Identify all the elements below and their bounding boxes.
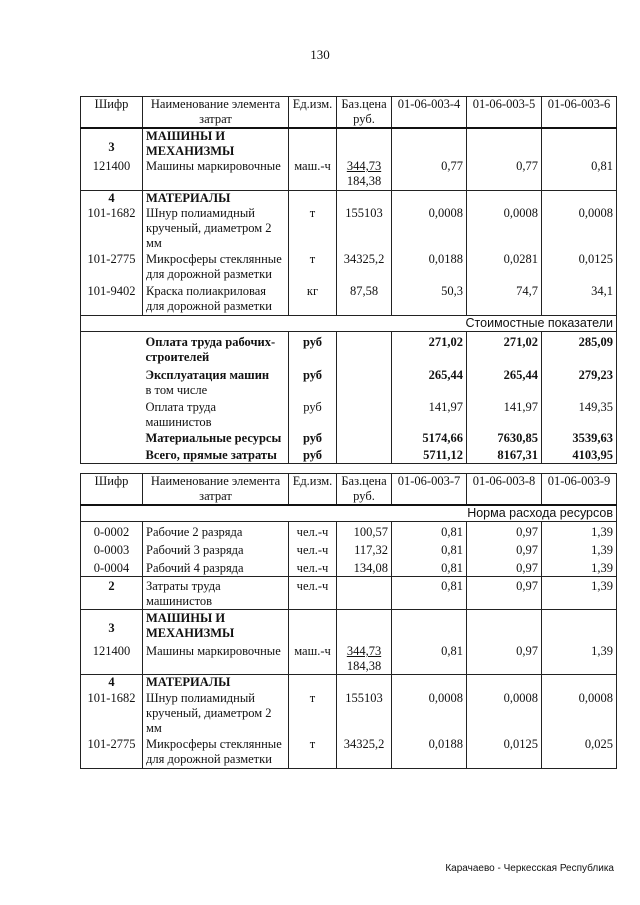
row-value-3: 0,81 xyxy=(542,159,617,190)
section-title: МАШИНЫ И МЕХАНИЗМЫ xyxy=(143,128,289,159)
row-unit: чел.-ч xyxy=(289,522,337,541)
table-header-row xyxy=(81,474,617,506)
row-value-1: 0,81 xyxy=(392,541,467,559)
row-name: Рабочие 2 разряда xyxy=(143,522,289,541)
row-code: 0-0003 xyxy=(81,541,143,559)
cost-value-2: 265,44 xyxy=(467,365,542,383)
row-value-1: 0,81 xyxy=(392,522,467,541)
row-value-3: 1,39 xyxy=(542,559,617,577)
row-value-3: 0,0008 xyxy=(542,206,617,252)
header-col2: 01-06-003-8 xyxy=(467,474,542,506)
row-value-1: 50,3 xyxy=(392,284,467,315)
estimate-table-2 xyxy=(80,473,617,769)
row-price: 87,58 xyxy=(337,284,392,315)
row-code: 121400 xyxy=(81,641,143,675)
row-price: 134,08 xyxy=(337,559,392,577)
cost-value-3: 3539,63 xyxy=(542,430,617,447)
row-price: 34325,2 xyxy=(337,252,392,284)
section-title: МАТЕРИАЛЫ xyxy=(143,675,289,691)
table-row xyxy=(81,691,617,737)
cost-value-3: 285,09 xyxy=(542,331,617,365)
section-row xyxy=(81,190,617,206)
row-unit: т xyxy=(289,691,337,737)
row-value-2: 74,7 xyxy=(467,284,542,315)
row-code: 101-2775 xyxy=(81,252,143,284)
row-name: Шнур полиамидный крученый, диаметром 2 мм xyxy=(143,206,289,252)
row-price: 155103 xyxy=(337,691,392,737)
row-value-3: 0,0008 xyxy=(542,691,617,737)
row-value-3: 1,39 xyxy=(542,541,617,559)
section-number: 4 xyxy=(81,190,143,206)
table-row xyxy=(81,284,617,315)
header-code: Шифр xyxy=(81,97,143,129)
table-row xyxy=(81,206,617,252)
section-title: МАШИНЫ И МЕХАНИЗМЫ xyxy=(143,610,289,642)
row-name: Краска полиакриловая для дорожной разметки xyxy=(143,284,289,315)
price-top: 344,73 xyxy=(346,644,382,658)
table-row xyxy=(81,541,617,559)
row-price xyxy=(337,159,392,190)
cost-value-2: 271,02 xyxy=(467,331,542,365)
row-value-3: 0,025 xyxy=(542,737,617,769)
cost-row xyxy=(81,383,617,398)
cost-unit: руб xyxy=(289,447,337,464)
header-name: Наименование элемента затрат xyxy=(143,97,289,129)
row-code: 101-2775 xyxy=(81,737,143,769)
row-value-2: 0,0281 xyxy=(467,252,542,284)
cost-value-3: 279,23 xyxy=(542,365,617,383)
header-col1: 01-06-003-7 xyxy=(392,474,467,506)
header-unit: Ед.изм. xyxy=(289,474,337,506)
table-row xyxy=(81,522,617,541)
row-name: Микросферы стеклянные для дорожной разметки xyxy=(143,737,289,769)
row-code: 101-1682 xyxy=(81,691,143,737)
row-value-1: 0,81 xyxy=(392,559,467,577)
header-price: Баз.цена руб. xyxy=(337,474,392,506)
cost-value-1: 271,02 xyxy=(392,331,467,365)
row-name: Затраты труда машинистов xyxy=(143,577,289,610)
cost-row xyxy=(81,430,617,447)
cost-row xyxy=(81,447,617,464)
row-name: Рабочий 3 разряда xyxy=(143,541,289,559)
row-code: 0-0004 xyxy=(81,559,143,577)
header-code: Шифр xyxy=(81,474,143,506)
row-value-3: 1,39 xyxy=(542,577,617,610)
price-bottom: 184,38 xyxy=(346,659,382,673)
estimate-table-1 xyxy=(80,96,617,464)
header-col3: 01-06-003-6 xyxy=(542,97,617,129)
row-unit: маш.-ч xyxy=(289,641,337,675)
footer-region: Карачаево - Черкесская Республика xyxy=(445,863,614,874)
row-unit: чел.-ч xyxy=(289,559,337,577)
cost-value-3: 4103,95 xyxy=(542,447,617,464)
row-value-2: 0,0008 xyxy=(467,691,542,737)
row-name: Микросферы стеклянные для дорожной разметки xyxy=(143,252,289,284)
cost-value-3: 149,35 xyxy=(542,398,617,430)
cost-unit: руб xyxy=(289,365,337,383)
row-price xyxy=(337,641,392,675)
row-value-3: 1,39 xyxy=(542,641,617,675)
table-row xyxy=(81,559,617,577)
section-number: 4 xyxy=(81,675,143,691)
row-unit: чел.-ч xyxy=(289,541,337,559)
row-unit: т xyxy=(289,737,337,769)
row-price: 117,32 xyxy=(337,541,392,559)
section-title: МАТЕРИАЛЫ xyxy=(143,190,289,206)
header-name: Наименование элемента затрат xyxy=(143,474,289,506)
row-value-1: 0,77 xyxy=(392,159,467,190)
cost-name: Всего, прямые затраты xyxy=(143,447,289,464)
cost-value-1: 265,44 xyxy=(392,365,467,383)
price-top: 344,73 xyxy=(346,159,382,173)
cost-incl-label: в том числе xyxy=(143,383,289,398)
row-name: Рабочий 4 разряда xyxy=(143,559,289,577)
price-bottom: 184,38 xyxy=(346,174,382,188)
row-value-3: 1,39 xyxy=(542,522,617,541)
header-price: Баз.цена руб. xyxy=(337,97,392,129)
header-col2: 01-06-003-5 xyxy=(467,97,542,129)
cost-name: Материальные ресурсы xyxy=(143,430,289,447)
row-value-2: 0,97 xyxy=(467,559,542,577)
section-row xyxy=(81,675,617,691)
cost-value-1: 5711,12 xyxy=(392,447,467,464)
row-value-3: 34,1 xyxy=(542,284,617,315)
section-number: 2 xyxy=(81,577,143,610)
row-value-2: 0,77 xyxy=(467,159,542,190)
header-col3: 01-06-003-9 xyxy=(542,474,617,506)
row-unit: т xyxy=(289,252,337,284)
cost-name: Оплата труда рабочих-строителей xyxy=(143,331,289,365)
cost-row xyxy=(81,331,617,365)
row-name: Машины маркировочные xyxy=(143,159,289,190)
row-code: 101-9402 xyxy=(81,284,143,315)
cost-value-1: 141,97 xyxy=(392,398,467,430)
row-value-2: 0,0008 xyxy=(467,206,542,252)
row-value-2: 0,97 xyxy=(467,577,542,610)
cost-value-2: 8167,31 xyxy=(467,447,542,464)
cost-note-row xyxy=(81,315,617,331)
norm-note: Норма расхода ресурсов xyxy=(81,505,617,522)
row-value-1: 0,0008 xyxy=(392,206,467,252)
cost-name: Эксплуатация машин xyxy=(143,365,289,383)
cost-value-2: 141,97 xyxy=(467,398,542,430)
section-number: 3 xyxy=(81,610,143,642)
row-name: Машины маркировочные xyxy=(143,641,289,675)
row-unit: чел.-ч xyxy=(289,577,337,610)
norm-note-row xyxy=(81,505,617,522)
row-value-2: 0,97 xyxy=(467,541,542,559)
row-value-2: 0,0125 xyxy=(467,737,542,769)
table-row xyxy=(81,641,617,675)
row-value-1: 0,0188 xyxy=(392,252,467,284)
table-header-row xyxy=(81,97,617,129)
row-unit: т xyxy=(289,206,337,252)
cost-name: Оплата труда машинистов xyxy=(143,398,289,430)
cost-unit: руб xyxy=(289,398,337,430)
section-row xyxy=(81,128,617,159)
row-unit: маш.-ч xyxy=(289,159,337,190)
section-row xyxy=(81,610,617,642)
row-value-1: 0,81 xyxy=(392,641,467,675)
cost-value-1: 5174,66 xyxy=(392,430,467,447)
table-row xyxy=(81,577,617,610)
row-price: 100,57 xyxy=(337,522,392,541)
header-col1: 01-06-003-4 xyxy=(392,97,467,129)
page-number: 130 xyxy=(310,47,330,62)
row-value-3: 0,0125 xyxy=(542,252,617,284)
cost-row xyxy=(81,398,617,430)
table-row xyxy=(81,737,617,769)
cost-unit: руб xyxy=(289,430,337,447)
section-number: 3 xyxy=(81,128,143,159)
cost-note: Стоимостные показатели xyxy=(81,315,617,331)
row-code: 121400 xyxy=(81,159,143,190)
row-price: 34325,2 xyxy=(337,737,392,769)
row-price: 155103 xyxy=(337,206,392,252)
cost-unit: руб xyxy=(289,331,337,365)
row-value-2: 0,97 xyxy=(467,522,542,541)
row-code: 0-0002 xyxy=(81,522,143,541)
row-value-1: 0,81 xyxy=(392,577,467,610)
row-unit: кг xyxy=(289,284,337,315)
row-value-2: 0,97 xyxy=(467,641,542,675)
row-name: Шнур полиамидный крученый, диаметром 2 мм xyxy=(143,691,289,737)
row-value-1: 0,0008 xyxy=(392,691,467,737)
row-code: 101-1682 xyxy=(81,206,143,252)
header-unit: Ед.изм. xyxy=(289,97,337,129)
row-value-1: 0,0188 xyxy=(392,737,467,769)
cost-row xyxy=(81,365,617,383)
table-row xyxy=(81,252,617,284)
cost-value-2: 7630,85 xyxy=(467,430,542,447)
table-row xyxy=(81,159,617,190)
